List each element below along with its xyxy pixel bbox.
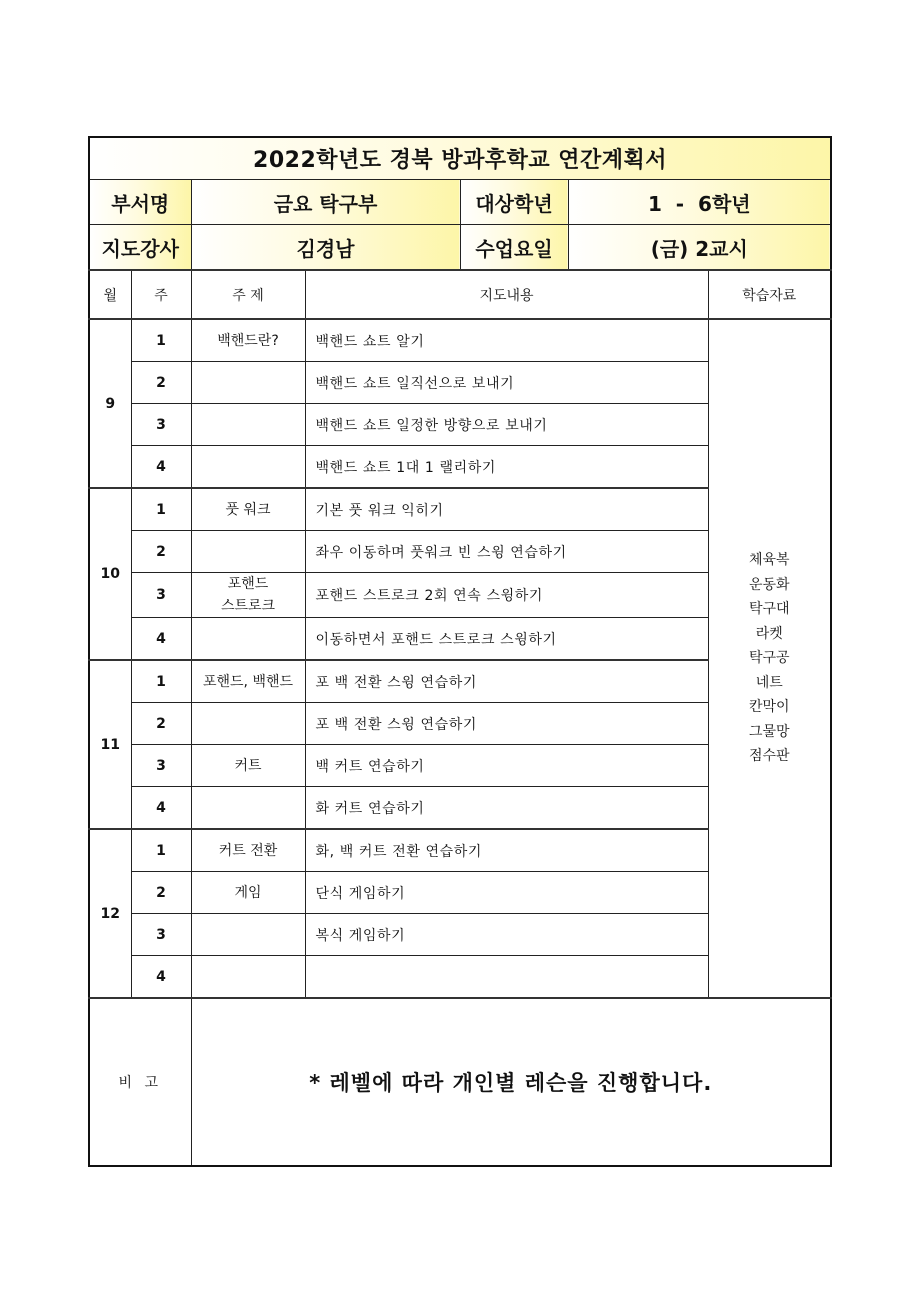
material-item: 점수판 — [748, 748, 790, 765]
material-item: 체육복 — [748, 552, 790, 569]
week-cell: 3 — [131, 745, 191, 787]
content-cell: 좌우 이동하며 풋워크 빈 스윙 연습하기 — [305, 531, 708, 573]
month-cell: 11 — [89, 660, 131, 829]
content-cell: 복식 게임하기 — [305, 914, 708, 956]
week-cell: 4 — [131, 446, 191, 489]
week-cell: 1 — [131, 829, 191, 872]
content-cell: 단식 게임하기 — [305, 872, 708, 914]
content-cell: 백 커트 연습하기 — [305, 745, 708, 787]
topic-line: 스트로크 — [220, 598, 276, 614]
column-header-topic: 주 제 — [191, 270, 305, 319]
material-item: 탁구공 — [748, 650, 790, 667]
topic-cell: 커트 — [191, 745, 305, 787]
week-cell: 2 — [131, 531, 191, 573]
content-cell: 기본 풋 워크 익히기 — [305, 488, 708, 531]
week-cell: 3 — [131, 573, 191, 618]
topic-cell — [191, 956, 305, 999]
content-cell: 포핸드 스트로크 2회 연속 스윙하기 — [305, 573, 708, 618]
topic-cell — [191, 362, 305, 404]
dept-label: 부서명 — [89, 180, 191, 225]
week-cell: 4 — [131, 956, 191, 999]
column-header-week: 주 — [131, 270, 191, 319]
week-cell: 2 — [131, 703, 191, 745]
week-cell: 1 — [131, 319, 191, 362]
topic-cell — [191, 914, 305, 956]
topic-cell: 포핸드, 백핸드 — [191, 660, 305, 703]
topic-cell: 풋 워크 — [191, 488, 305, 531]
content-cell: 백핸드 쇼트 일직선으로 보내기 — [305, 362, 708, 404]
dept-value: 금요 탁구부 — [191, 180, 460, 225]
topic-cell — [191, 618, 305, 661]
topic-cell — [191, 573, 305, 618]
day-label: 수업요일 — [460, 225, 568, 271]
annual-plan-document — [88, 136, 830, 1167]
teacher-value: 김경남 — [191, 225, 460, 271]
column-header-materials: 학습자료 — [708, 270, 831, 319]
content-cell: 화 커트 연습하기 — [305, 787, 708, 830]
document-title: 2022학년도 경북 방과후학교 연간계획서 — [89, 137, 831, 180]
material-item: 라켓 — [755, 625, 783, 642]
remarks-label: 비 고 — [89, 998, 191, 1166]
teacher-label: 지도강사 — [89, 225, 191, 271]
content-cell: 이동하면서 포핸드 스트로크 스윙하기 — [305, 618, 708, 661]
plan-table — [88, 136, 832, 1167]
topic-cell — [191, 404, 305, 446]
material-item: 칸막이 — [748, 699, 790, 716]
week-cell: 4 — [131, 618, 191, 661]
column-header-content: 지도내용 — [305, 270, 708, 319]
week-cell: 4 — [131, 787, 191, 830]
topic-cell: 백핸드란? — [191, 319, 305, 362]
topic-cell: 커트 전환 — [191, 829, 305, 872]
materials-cell — [708, 319, 831, 998]
topic-cell — [191, 531, 305, 573]
material-item: 네트 — [755, 674, 783, 691]
content-cell: 포 백 전환 스윙 연습하기 — [305, 660, 708, 703]
month-cell: 10 — [89, 488, 131, 660]
material-item: 탁구대 — [748, 601, 790, 618]
week-cell: 1 — [131, 488, 191, 531]
content-cell — [305, 956, 708, 999]
content-cell: 백핸드 쇼트 일정한 방향으로 보내기 — [305, 404, 708, 446]
topic-cell — [191, 703, 305, 745]
grade-label: 대상학년 — [460, 180, 568, 225]
content-cell: 백핸드 쇼트 1대 1 랠리하기 — [305, 446, 708, 489]
topic-cell: 게임 — [191, 872, 305, 914]
content-cell: 화, 백 커트 전환 연습하기 — [305, 829, 708, 872]
topic-cell — [191, 787, 305, 830]
day-value: (금) 2교시 — [568, 225, 831, 271]
grade-value: 1 - 6학년 — [568, 180, 831, 225]
week-cell: 2 — [131, 872, 191, 914]
month-cell: 9 — [89, 319, 131, 488]
topic-cell — [191, 446, 305, 489]
material-item: 그물망 — [748, 723, 790, 740]
month-cell: 12 — [89, 829, 131, 998]
content-cell: 백핸드 쇼트 알기 — [305, 319, 708, 362]
week-cell: 1 — [131, 660, 191, 703]
week-cell: 3 — [131, 914, 191, 956]
column-header-month: 월 — [89, 270, 131, 319]
table-row — [89, 319, 831, 362]
remarks-text: * 레벨에 따라 개인별 레슨을 진행합니다. — [191, 998, 831, 1166]
material-item: 운동화 — [748, 576, 790, 593]
week-cell: 3 — [131, 404, 191, 446]
topic-line: 포핸드 — [227, 576, 269, 592]
content-cell: 포 백 전환 스윙 연습하기 — [305, 703, 708, 745]
week-cell: 2 — [131, 362, 191, 404]
